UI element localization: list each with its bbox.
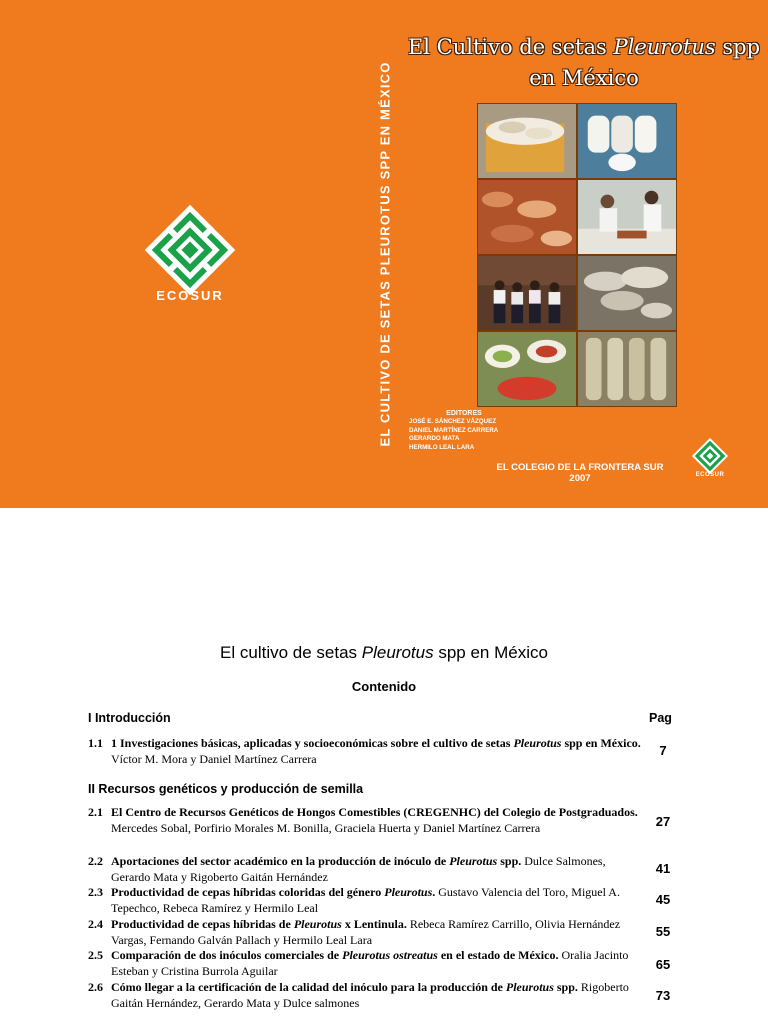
book-cover <box>0 0 768 508</box>
photo-lab-workers <box>577 179 677 255</box>
photo-cultivation-room <box>577 331 677 407</box>
cover-title-italic: Pleurotus <box>613 35 716 59</box>
toc-entry-number: 2.3 <box>88 885 103 899</box>
toc-entry-title-italic: Pleurotus <box>449 854 498 868</box>
ecosur-logo-icon <box>140 200 240 300</box>
photo-substrate-bags <box>577 103 677 179</box>
contents-title <box>0 643 768 663</box>
toc-entry-title-italic: Pleurotus <box>505 980 554 994</box>
toc-entry-number: 2.1 <box>88 805 103 819</box>
ecosur-small-logo-icon <box>690 436 730 476</box>
toc-entry-title-italic: Pleurotus <box>513 736 562 750</box>
toc-entry[interactable] <box>88 736 643 767</box>
toc-entry-title-italic: Pleurotus <box>293 917 342 931</box>
ecosur-logo-text: ECOSUR <box>156 288 224 303</box>
cover-photo-grid <box>477 103 677 407</box>
toc-entry-title: Productividad de cepas híbridas coloridas del género <box>111 885 385 899</box>
toc-entry-authors: Gustavo Valencia del Toro, Miguel A. Tepechco, Rebeca Ramírez y Hermilo Leal <box>111 885 620 915</box>
toc-entry-number: 2.2 <box>88 854 103 868</box>
toc-entry-number: 2.4 <box>88 917 103 931</box>
toc-entry-authors: Rigoberto Gaitán Hernández, Gerardo Mata y Dulce salmones <box>111 980 629 1010</box>
toc-entry[interactable] <box>88 854 643 885</box>
contents-title-prefix: El cultivo de setas <box>220 643 362 662</box>
toc-entry-authors: Rebeca Ramírez Carrillo, Olivia Hernández Vargas, Fernando Galván Pallach y Hermilo Leal Lara <box>111 917 621 947</box>
toc-entry[interactable] <box>88 980 643 1011</box>
toc-page-number: 7 <box>659 743 667 758</box>
publisher-name: EL COLEGIO DE LA FRONTERA SUR <box>496 462 664 473</box>
toc-entry-number: 1.1 <box>88 736 103 750</box>
publisher-year: 2007 <box>569 473 591 484</box>
toc-entry-authors: Víctor M. Mora y Daniel Martínez Carrera <box>111 751 317 766</box>
spine-title: EL CULTIVO DE SETAS PLEUROTUS SPP EN MÉXICO <box>377 61 393 447</box>
toc-entry-authors: Oralia Jacinto Esteban y Cristina Burrola Aguilar <box>111 948 629 978</box>
section-heading: II Recursos genéticos y producción de semilla <box>88 782 364 796</box>
editors-heading: EDITORES <box>446 410 482 417</box>
page-column-label: Pag <box>649 711 672 725</box>
back-cover <box>0 0 370 508</box>
toc-entry-authors: Mercedes Sobal, Porfirio Morales M. Bonilla, Graciela Huerta y Daniel Martínez Carrera <box>111 820 541 835</box>
toc-entry-title-end: en el estado de México. <box>437 948 559 962</box>
toc-entry-title-italic: Pleurotus ostreatus <box>342 948 438 962</box>
toc-entry-title: 1 Investigaciones básicas, aplicadas y socioeconómicas sobre el cultivo de setas <box>111 736 514 750</box>
cover-title-line2: en México <box>529 66 639 90</box>
ecosur-small-logo-text: ECOSUR <box>695 472 725 478</box>
editor-name: HERMILO LEAL LARA <box>409 443 475 451</box>
toc-entry-title-end: . <box>432 885 436 899</box>
section-heading: I Introducción <box>88 711 171 725</box>
toc-entry-title-end: spp en México. <box>561 736 641 750</box>
editors-block <box>409 410 519 452</box>
photo-oyster-mushrooms <box>577 255 677 331</box>
toc-entry-title-end: spp. <box>553 980 578 994</box>
toc-entry-title-end: spp. <box>497 854 522 868</box>
photo-mushroom-dishes <box>477 331 577 407</box>
editor-name: DANIEL MARTÍNEZ CARRERA <box>409 426 499 434</box>
toc-entry-title: Comparación de dos inóculos comerciales de <box>111 948 343 962</box>
toc-entry-number: 2.6 <box>88 980 103 994</box>
contents-title-suffix: spp en México <box>433 643 548 662</box>
toc-entry[interactable] <box>88 885 643 916</box>
photo-producers-group <box>477 255 577 331</box>
toc-entry-title: Productividad de cepas híbridas de <box>111 917 294 931</box>
toc-entry-number: 2.5 <box>88 948 103 962</box>
toc-page-number: 45 <box>655 892 671 907</box>
toc-entry-title: Aportaciones del sector académico en la producción de inóculo de <box>111 854 450 868</box>
editor-name: GERARDO MATA <box>409 435 460 442</box>
toc-entry[interactable] <box>88 805 643 836</box>
toc-entry-authors: Dulce Salmones, Gerardo Mata y Rigoberto Gaitán Hernández <box>111 854 606 884</box>
editor-name: JOSÉ E. SÁNCHEZ VÁZQUEZ <box>409 418 496 425</box>
toc-page-number: 73 <box>655 988 671 1003</box>
toc-entry-title: Cómo llegar a la certificación de la calidad del inóculo para la producción de <box>111 980 506 994</box>
publisher-block <box>470 462 690 484</box>
toc-entry-title-italic: Pleurotus <box>384 885 433 899</box>
toc-entry-title-end: x Lentinula. <box>341 917 407 931</box>
cover-title-suffix: spp <box>715 35 761 59</box>
toc-entry[interactable] <box>88 917 643 948</box>
toc-page-number: 65 <box>655 957 671 972</box>
photo-mushroom-tray <box>477 103 577 179</box>
toc-page-number: 27 <box>655 814 671 829</box>
contents-title-italic: Pleurotus <box>361 643 434 662</box>
toc-page-number: 41 <box>655 861 671 876</box>
cover-title-prefix: El Cultivo de setas <box>407 35 614 59</box>
toc-page-number: 55 <box>655 924 671 939</box>
toc-entry[interactable] <box>88 948 643 979</box>
cover-title <box>404 32 764 94</box>
contents-subtitle: Contenido <box>351 679 417 694</box>
photo-mushroom-pile <box>477 179 577 255</box>
toc-entry-title: El Centro de Recursos Genéticos de Hongos Comestibles (CREGENHC) del Colegio de Postgraduados. <box>111 805 638 819</box>
